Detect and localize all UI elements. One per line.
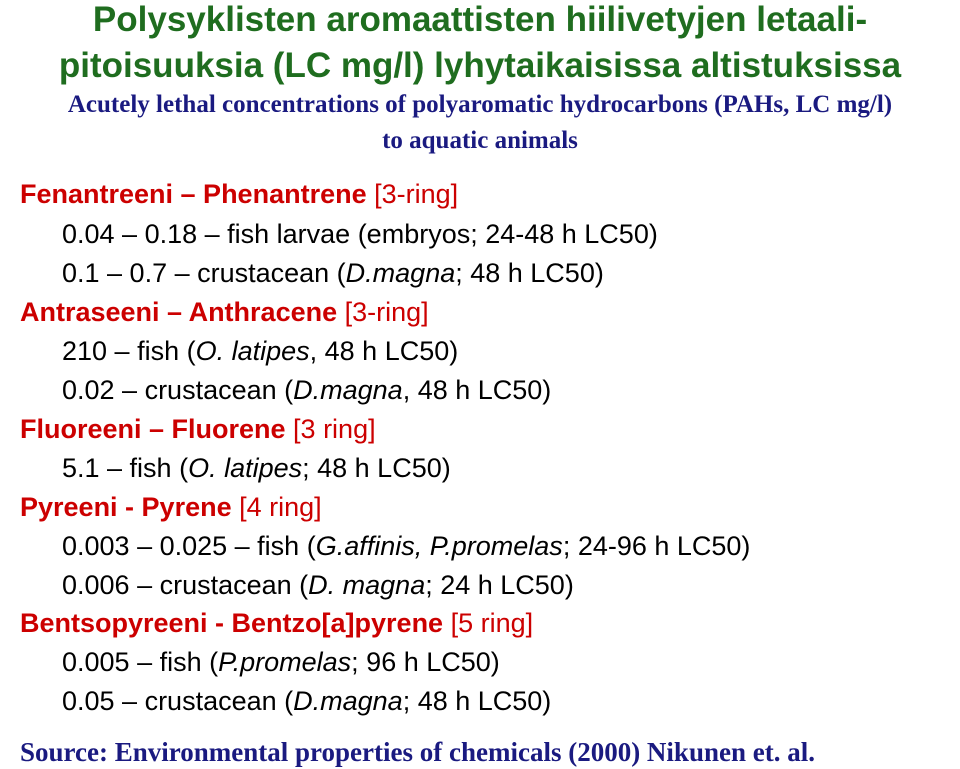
row-text-end: ; 24-96 h LC50): [562, 531, 751, 561]
ring-label: [3-ring]: [366, 179, 459, 209]
section-heading-anthracene: [20, 296, 429, 328]
ring-label: [4 ring]: [231, 492, 322, 522]
compound-name: Pyreeni - Pyrene: [20, 492, 232, 522]
species-name: P.promelas: [218, 647, 352, 677]
species-name: O. latipes: [188, 453, 303, 483]
compound-name: Fenantreeni – Phenantrene: [20, 179, 367, 209]
row-text: 0.1 – 0.7 – crustacean (: [62, 258, 346, 288]
section-heading-benzopyrene: [20, 607, 533, 639]
data-row: [62, 530, 750, 562]
data-row: [62, 218, 658, 250]
subtitle-line-2: to aquatic animals: [382, 127, 578, 154]
data-row: [62, 685, 551, 717]
row-text: 210 – fish (: [62, 336, 196, 366]
row-text-end: , 48 h LC50): [309, 336, 459, 366]
row-text: 0.05 – crustacean (: [62, 686, 294, 716]
subtitle-line-1: Acutely lethal concentrations of polyaromatic hydrocarbons (PAHs, LC mg/l): [67, 91, 893, 118]
row-text-end: ; 24 h LC50): [425, 570, 574, 600]
row-text: 5.1 – fish (: [62, 453, 189, 483]
row-text: 0.04 – 0.18 – fish larvae (embryos; 24-48 h LC50): [62, 219, 658, 249]
row-text: 0.003 – 0.025 – fish (: [62, 531, 316, 561]
data-row: [62, 374, 551, 406]
source-citation: Source: Environmental properties of chemicals (2000) Nikunen et. al.: [20, 737, 815, 767]
row-text: 0.005 – fish (: [62, 647, 219, 677]
ring-label: [3-ring]: [337, 297, 429, 327]
species-name: G.affinis, P.promelas: [315, 531, 563, 561]
title-line-2: pitoisuuksia (LC mg/l) lyhytaikaisissa altistuksissa: [58, 46, 902, 85]
row-text-end: ; 48 h LC50): [302, 453, 451, 483]
species-name: D. magna: [308, 570, 426, 600]
data-row: [62, 569, 574, 601]
species-name: O. latipes: [195, 336, 310, 366]
row-text-end: ; 48 h LC50): [455, 258, 604, 288]
data-row: [62, 646, 500, 678]
data-row: [62, 335, 458, 367]
ring-label: [3 ring]: [285, 414, 376, 444]
row-text: 0.02 – crustacean (: [62, 375, 294, 405]
row-text: 0.006 – crustacean (: [62, 570, 309, 600]
species-name: D.magna: [345, 258, 456, 288]
species-name: D.magna: [293, 375, 403, 405]
data-row: [62, 257, 604, 289]
row-text-end: ; 96 h LC50): [351, 647, 500, 677]
title-line-1: Polysyklisten aromaattisten hiilivetyjen letaali-: [92, 0, 868, 39]
section-heading-pyrene: [20, 491, 322, 523]
compound-name: Antraseeni – Anthracene: [20, 297, 338, 327]
row-text-end: , 48 h LC50): [402, 375, 552, 405]
ring-label: [5 ring]: [443, 608, 534, 638]
species-name: D.magna: [293, 686, 403, 716]
section-heading-phenanthrene: [20, 178, 458, 210]
compound-name: Fluoreeni – Fluorene: [20, 414, 286, 444]
data-row: [62, 452, 451, 484]
compound-name: Bentsopyreeni - Bentzo[a]pyrene: [20, 608, 444, 638]
section-heading-fluorene: [20, 413, 376, 445]
row-text-end: ; 48 h LC50): [402, 686, 552, 716]
